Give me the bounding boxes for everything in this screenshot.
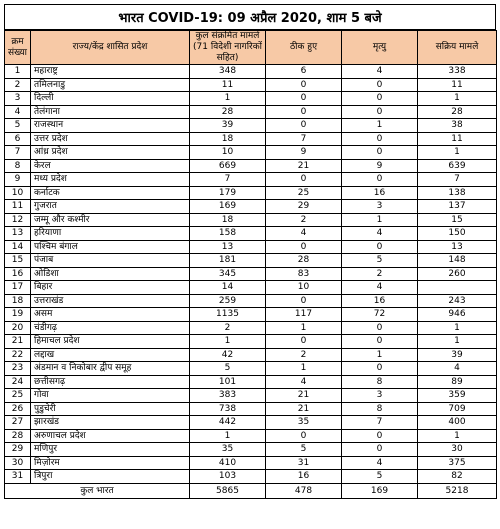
cell-deaths: 2 <box>342 267 418 281</box>
cell-total: 13 <box>190 240 266 254</box>
cell-cured: 1 <box>266 321 342 335</box>
header-row <box>5 31 497 65</box>
cell-state: केरल <box>31 159 190 173</box>
table-row <box>5 78 497 92</box>
cell-sn: 12 <box>5 213 31 227</box>
cell-active: 1 <box>418 92 497 106</box>
cell-sn: 27 <box>5 416 31 430</box>
cell-cured: 21 <box>266 389 342 403</box>
cell-state: बिहार <box>31 281 190 295</box>
table-row <box>5 132 497 146</box>
cell-state: उत्तर प्रदेश <box>31 132 190 146</box>
cell-total: 1 <box>190 335 266 349</box>
cell-cured: 28 <box>266 254 342 268</box>
cell-deaths: 0 <box>342 443 418 457</box>
cell-active: 359 <box>418 389 497 403</box>
cell-sn: 19 <box>5 308 31 322</box>
cell-sn: 8 <box>5 159 31 173</box>
total-active: 5218 <box>418 483 497 498</box>
cell-active: 375 <box>418 456 497 470</box>
cell-state: दिल्ली <box>31 92 190 106</box>
cell-total: 410 <box>190 456 266 470</box>
cell-total: 1 <box>190 429 266 443</box>
cell-total: 39 <box>190 119 266 133</box>
cell-deaths: 1 <box>342 213 418 227</box>
table-row <box>5 470 497 484</box>
cell-sn: 25 <box>5 389 31 403</box>
cell-total: 18 <box>190 132 266 146</box>
cell-sn: 7 <box>5 146 31 160</box>
cell-deaths: 4 <box>342 65 418 79</box>
cell-active: 639 <box>418 159 497 173</box>
cell-sn: 10 <box>5 186 31 200</box>
cell-active: 39 <box>418 348 497 362</box>
table-row <box>5 348 497 362</box>
cell-deaths: 0 <box>342 429 418 443</box>
cell-active: 138 <box>418 186 497 200</box>
cell-active: 82 <box>418 470 497 484</box>
cell-state: गुजरात <box>31 200 190 214</box>
table-row <box>5 456 497 470</box>
cell-state: पुडुचेरी <box>31 402 190 416</box>
cell-sn: 23 <box>5 362 31 376</box>
header-active: सक्रिय मामले <box>418 31 497 65</box>
table-row <box>5 186 497 200</box>
cell-total: 383 <box>190 389 266 403</box>
cell-deaths: 3 <box>342 200 418 214</box>
cell-cured: 0 <box>266 119 342 133</box>
cell-state: झारखंड <box>31 416 190 430</box>
cell-sn: 17 <box>5 281 31 295</box>
cell-cured: 4 <box>266 227 342 241</box>
cell-active: 13 <box>418 240 497 254</box>
cell-sn: 21 <box>5 335 31 349</box>
cell-total: 179 <box>190 186 266 200</box>
cell-deaths: 4 <box>342 227 418 241</box>
cell-total: 42 <box>190 348 266 362</box>
cell-cured: 83 <box>266 267 342 281</box>
cell-total: 1135 <box>190 308 266 322</box>
cell-active: 1 <box>418 321 497 335</box>
cell-sn: 16 <box>5 267 31 281</box>
table-row <box>5 389 497 403</box>
cell-active: 4 <box>418 362 497 376</box>
cell-cured: 0 <box>266 429 342 443</box>
cell-deaths: 0 <box>342 92 418 106</box>
table-row <box>5 240 497 254</box>
cell-sn: 24 <box>5 375 31 389</box>
table-row <box>5 429 497 443</box>
cell-cured: 9 <box>266 146 342 160</box>
cell-active: 11 <box>418 132 497 146</box>
cell-deaths: 0 <box>342 132 418 146</box>
cell-cured: 117 <box>266 308 342 322</box>
table-row <box>5 335 497 349</box>
cell-total: 181 <box>190 254 266 268</box>
cell-total: 101 <box>190 375 266 389</box>
cell-cured: 21 <box>266 402 342 416</box>
cell-cured: 2 <box>266 213 342 227</box>
cell-total: 442 <box>190 416 266 430</box>
cell-total: 259 <box>190 294 266 308</box>
cell-deaths: 16 <box>342 186 418 200</box>
cell-active: 150 <box>418 227 497 241</box>
cell-cured: 0 <box>266 173 342 187</box>
cell-total: 10 <box>190 146 266 160</box>
cell-state: हिमाचल प्रदेश <box>31 335 190 349</box>
table-row <box>5 254 497 268</box>
cell-total: 5 <box>190 362 266 376</box>
total-row <box>5 483 497 498</box>
cell-total: 18 <box>190 213 266 227</box>
cell-sn: 6 <box>5 132 31 146</box>
cell-state: अंडमान व निकोबार द्वीप समूह <box>31 362 190 376</box>
table-row <box>5 173 497 187</box>
header-state: राज्य/केंद्र शासित प्रदेश <box>31 31 190 65</box>
cell-state: असम <box>31 308 190 322</box>
cell-active: 38 <box>418 119 497 133</box>
cell-deaths: 9 <box>342 159 418 173</box>
cell-deaths: 5 <box>342 470 418 484</box>
cell-active: 15 <box>418 213 497 227</box>
table-row <box>5 227 497 241</box>
cell-active: 148 <box>418 254 497 268</box>
header-cured: ठीक हुए <box>266 31 342 65</box>
cell-deaths: 0 <box>342 105 418 119</box>
cell-active: 709 <box>418 402 497 416</box>
table-row <box>5 294 497 308</box>
cell-cured: 16 <box>266 470 342 484</box>
header-deaths: मृत्यु <box>342 31 418 65</box>
cell-state: मिज़ोरम <box>31 456 190 470</box>
cell-state: राजस्थान <box>31 119 190 133</box>
cell-cured: 2 <box>266 348 342 362</box>
cell-deaths: 8 <box>342 375 418 389</box>
cell-sn: 18 <box>5 294 31 308</box>
cell-active <box>418 281 497 295</box>
cell-cured: 6 <box>266 65 342 79</box>
cell-sn: 11 <box>5 200 31 214</box>
cell-cured: 35 <box>266 416 342 430</box>
cell-deaths: 1 <box>342 348 418 362</box>
cell-active: 30 <box>418 443 497 457</box>
cell-active: 7 <box>418 173 497 187</box>
cell-sn: 3 <box>5 92 31 106</box>
cell-sn: 20 <box>5 321 31 335</box>
cell-deaths: 1 <box>342 119 418 133</box>
cell-state: जम्मू और कश्मीर <box>31 213 190 227</box>
cell-cured: 0 <box>266 240 342 254</box>
cell-total: 348 <box>190 65 266 79</box>
cell-total: 7 <box>190 173 266 187</box>
total-cured: 478 <box>266 483 342 498</box>
cell-cured: 5 <box>266 443 342 457</box>
cell-total: 158 <box>190 227 266 241</box>
cell-state: कर्नाटक <box>31 186 190 200</box>
cell-active: 400 <box>418 416 497 430</box>
cell-deaths: 16 <box>342 294 418 308</box>
table-row <box>5 321 497 335</box>
cell-state: अरुणाचल प्रदेश <box>31 429 190 443</box>
table-row <box>5 92 497 106</box>
table-row <box>5 65 497 79</box>
cell-total: 1 <box>190 92 266 106</box>
cell-cured: 0 <box>266 92 342 106</box>
cell-sn: 5 <box>5 119 31 133</box>
cell-sn: 1 <box>5 65 31 79</box>
cell-deaths: 5 <box>342 254 418 268</box>
cell-deaths: 7 <box>342 416 418 430</box>
cell-sn: 9 <box>5 173 31 187</box>
table-row <box>5 105 497 119</box>
cell-total: 14 <box>190 281 266 295</box>
cell-sn: 31 <box>5 470 31 484</box>
cell-state: छत्तीसगढ़ <box>31 375 190 389</box>
covid-table <box>4 30 497 499</box>
cell-cured: 29 <box>266 200 342 214</box>
table-row <box>5 200 497 214</box>
cell-active: 137 <box>418 200 497 214</box>
cell-deaths: 8 <box>342 402 418 416</box>
cell-deaths: 4 <box>342 456 418 470</box>
cell-total: 738 <box>190 402 266 416</box>
cell-state: लद्दाख <box>31 348 190 362</box>
cell-sn: 28 <box>5 429 31 443</box>
cell-total: 169 <box>190 200 266 214</box>
cell-state: पंजाब <box>31 254 190 268</box>
cell-active: 946 <box>418 308 497 322</box>
cell-active: 1 <box>418 335 497 349</box>
table-row <box>5 281 497 295</box>
cell-state: पश्चिम बंगाल <box>31 240 190 254</box>
table-row <box>5 119 497 133</box>
cell-deaths: 0 <box>342 146 418 160</box>
table-row <box>5 416 497 430</box>
cell-deaths: 3 <box>342 389 418 403</box>
cell-state: गोवा <box>31 389 190 403</box>
cell-sn: 14 <box>5 240 31 254</box>
cell-active: 243 <box>418 294 497 308</box>
cell-deaths: 0 <box>342 362 418 376</box>
table-row <box>5 443 497 457</box>
cell-deaths: 0 <box>342 321 418 335</box>
cell-cured: 0 <box>266 335 342 349</box>
cell-active: 89 <box>418 375 497 389</box>
cell-state: मध्य प्रदेश <box>31 173 190 187</box>
header-total: कुल संक्रमित मामले (71 विदेशी नागरिकों सहित) <box>190 31 266 65</box>
cell-sn: 30 <box>5 456 31 470</box>
cell-active: 28 <box>418 105 497 119</box>
cell-sn: 13 <box>5 227 31 241</box>
cell-active: 260 <box>418 267 497 281</box>
table-row <box>5 375 497 389</box>
table-row <box>5 159 497 173</box>
cell-cured: 4 <box>266 375 342 389</box>
cell-state: उत्तराखंड <box>31 294 190 308</box>
cell-sn: 4 <box>5 105 31 119</box>
total-label: कुल भारत <box>5 483 190 498</box>
table-row <box>5 213 497 227</box>
cell-state: तेलंगाना <box>31 105 190 119</box>
cell-cured: 25 <box>266 186 342 200</box>
cell-deaths: 72 <box>342 308 418 322</box>
cell-sn: 15 <box>5 254 31 268</box>
cell-cured: 1 <box>266 362 342 376</box>
cell-sn: 22 <box>5 348 31 362</box>
cell-sn: 2 <box>5 78 31 92</box>
table-row <box>5 267 497 281</box>
table-row <box>5 362 497 376</box>
cell-state: आंध्र प्रदेश <box>31 146 190 160</box>
cell-state: तमिलनाडु <box>31 78 190 92</box>
cell-cured: 21 <box>266 159 342 173</box>
cell-cured: 0 <box>266 78 342 92</box>
cell-deaths: 0 <box>342 335 418 349</box>
total-cases: 5865 <box>190 483 266 498</box>
cell-deaths: 0 <box>342 78 418 92</box>
cell-cured: 0 <box>266 105 342 119</box>
cell-cured: 7 <box>266 132 342 146</box>
cell-cured: 10 <box>266 281 342 295</box>
table-row <box>5 146 497 160</box>
page-title: भारत COVID-19: 09 अप्रैल 2020, शाम 5 बजे <box>4 4 496 30</box>
cell-deaths: 0 <box>342 240 418 254</box>
cell-cured: 0 <box>266 294 342 308</box>
cell-sn: 29 <box>5 443 31 457</box>
cell-active: 11 <box>418 78 497 92</box>
table-row <box>5 308 497 322</box>
cell-deaths: 4 <box>342 281 418 295</box>
cell-total: 103 <box>190 470 266 484</box>
header-serial: क्रम संख्या <box>5 31 31 65</box>
cell-total: 35 <box>190 443 266 457</box>
cell-total: 2 <box>190 321 266 335</box>
cell-total: 28 <box>190 105 266 119</box>
cell-state: मणिपुर <box>31 443 190 457</box>
cell-state: त्रिपुरा <box>31 470 190 484</box>
total-deaths: 169 <box>342 483 418 498</box>
cell-total: 345 <box>190 267 266 281</box>
cell-state: चंडीगढ़ <box>31 321 190 335</box>
cell-total: 669 <box>190 159 266 173</box>
cell-state: महाराष्ट्र <box>31 65 190 79</box>
cell-sn: 26 <box>5 402 31 416</box>
cell-cured: 31 <box>266 456 342 470</box>
cell-deaths: 0 <box>342 173 418 187</box>
table-row <box>5 402 497 416</box>
cell-active: 1 <box>418 146 497 160</box>
cell-active: 1 <box>418 429 497 443</box>
cell-total: 11 <box>190 78 266 92</box>
cell-active: 338 <box>418 65 497 79</box>
cell-state: हरियाणा <box>31 227 190 241</box>
cell-state: ओडिशा <box>31 267 190 281</box>
